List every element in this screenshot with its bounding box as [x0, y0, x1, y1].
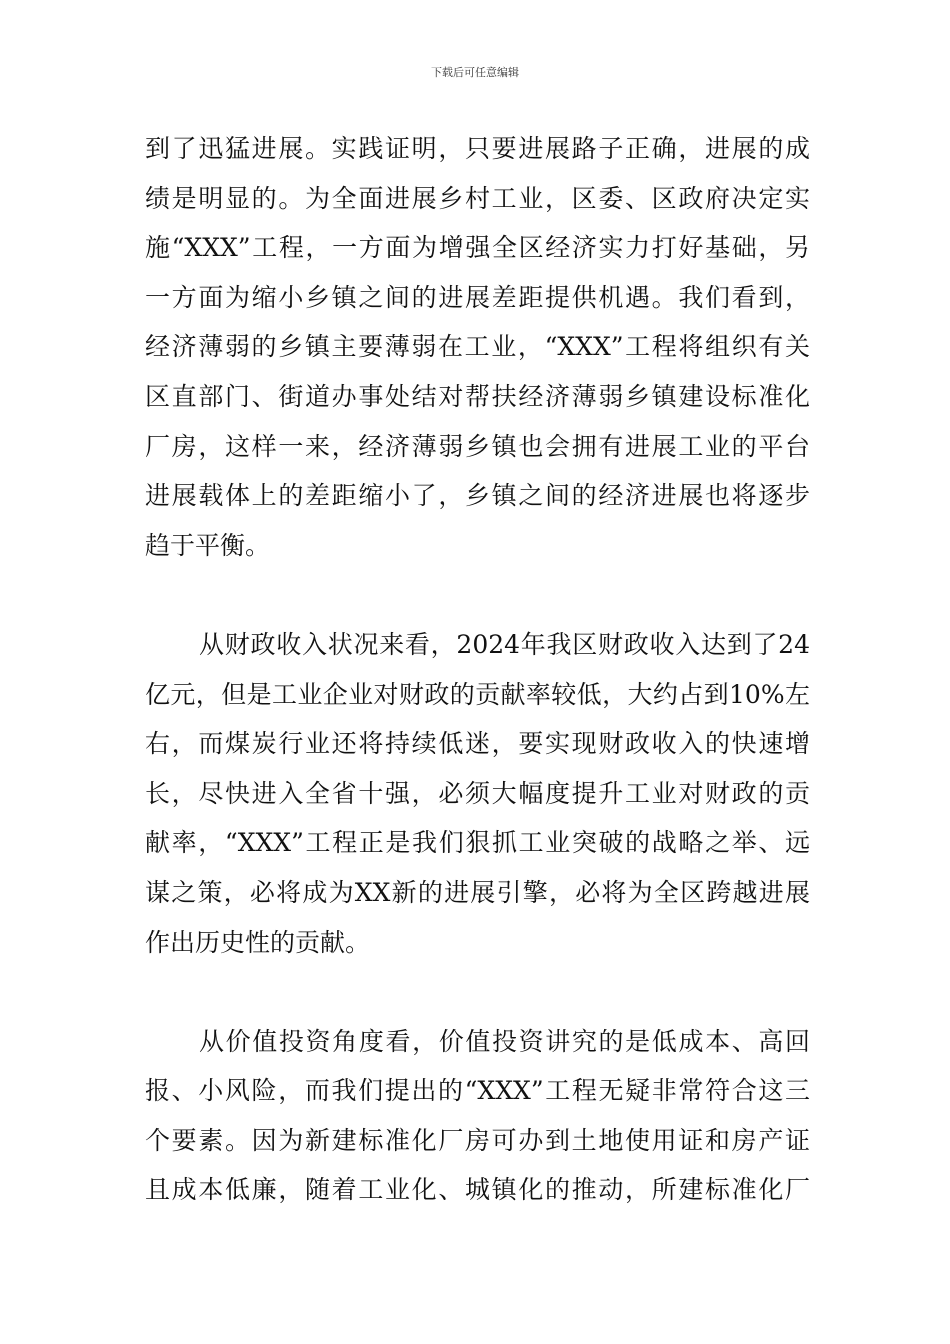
page-header-note: 下载后可任意编辑 — [431, 66, 519, 79]
text-line: 从财政收入状况来看，2024年我区财政收入达到了24 — [199, 629, 810, 659]
text-line: 长，尽快进入全省十强，必须大幅度提升工业对财政的贡 — [145, 778, 810, 808]
text-line: 到了迅猛进展。实践证明，只要进展路子正确，进展的成 — [145, 134, 810, 163]
text-line: 绩是明显的。为全面进展乡村工业，区委、区政府决定实 — [145, 183, 810, 213]
text-line: 个要素。因为新建标准化厂房可办到土地使用证和房产证 — [145, 1125, 810, 1155]
text-line: 右，而煤炭行业还将持续低迷，要实现财政收入的快速增 — [145, 729, 810, 759]
text-line: 区直部门、街道办事处结对帮扶经济薄弱乡镇建设标准化 — [145, 381, 810, 411]
text-line: 从价值投资角度看，价值投资讲究的是低成本、高回 — [199, 1026, 810, 1056]
text-line: 厂房，这样一来，经济薄弱乡镇也会拥有进展工业的平台 — [145, 431, 810, 461]
document-body — [145, 124, 810, 1215]
text-line: 报、小风险，而我们提出的“XXX”工程无疑非常符合这三 — [145, 1076, 810, 1106]
text-line: 亿元，但是工业企业对财政的贡献率较低，大约占到10%左 — [145, 679, 810, 709]
text-line: 趋于平衡。 — [145, 530, 271, 560]
paragraph-2 — [145, 620, 810, 967]
text-line: 施“XXX”工程，一方面为增强全区经济实力打好基础，另 — [145, 233, 810, 263]
paragraph-spacer — [145, 967, 810, 1017]
text-line: 进展载体上的差距缩小了，乡镇之间的经济进展也将逐步 — [145, 481, 810, 511]
text-line: 作出历史性的贡献。 — [145, 927, 371, 957]
text-line: 经济薄弱的乡镇主要薄弱在工业，“XXX”工程将组织有关 — [145, 332, 810, 362]
text-line: 献率，“XXX”工程正是我们狠抓工业突破的战略之举、远 — [145, 828, 810, 858]
paragraph-spacer — [145, 570, 810, 620]
text-line: 谋之策，必将成为XX新的进展引擎，必将为全区跨越进展 — [145, 877, 810, 907]
paragraph-1 — [145, 124, 810, 570]
text-line: 且成本低廉，随着工业化、城镇化的推动，所建标准化厂 — [145, 1175, 810, 1205]
paragraph-3 — [145, 1017, 810, 1215]
text-line: 一方面为缩小乡镇之间的进展差距提供机遇。我们看到， — [145, 282, 810, 312]
